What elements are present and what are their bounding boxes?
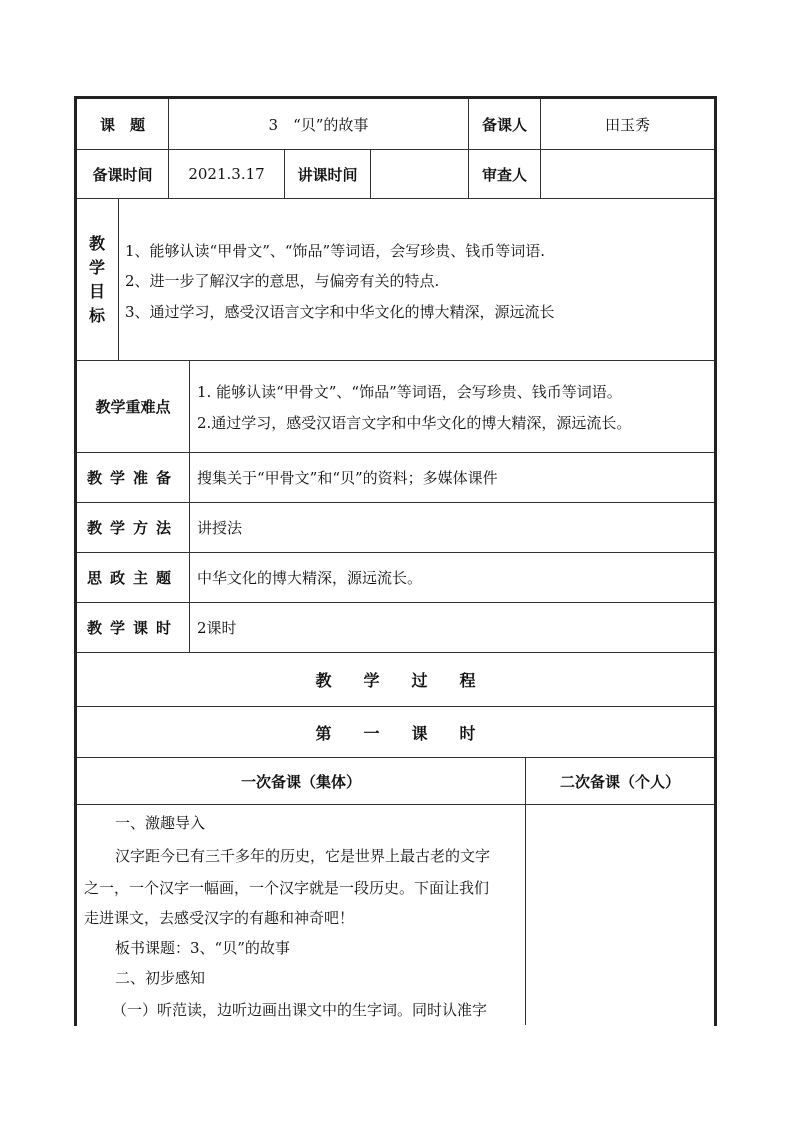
lecture-time-label: 讲课时间 — [297, 165, 358, 184]
goals-label — [82, 232, 112, 328]
goals-label-char: 学 — [88, 258, 105, 277]
row-divider — [77, 804, 714, 805]
method-label: 教学方法 — [86, 519, 179, 537]
body-line: 之一，一个汉字一幅画，一个汉字就是一段历史。下面让我们 — [84, 879, 490, 897]
goals-label-char: 标 — [88, 306, 105, 325]
goal-item: 1、能够认读“甲骨文”、“饰品”等词语，会写珍贵、钱币等词语. — [125, 242, 545, 260]
row-divider — [77, 198, 714, 199]
reviewer-label: 审查人 — [481, 165, 527, 184]
key-point-item: 1. 能够认读“甲骨文”、“饰品”等词语，会写珍贵、钱币等词语。 — [197, 383, 622, 401]
body-line: 走进课文，去感受汉字的有趣和神奇吧！ — [84, 909, 355, 927]
topic-label: 课 题 — [99, 115, 145, 134]
first-prep-column-header: 一次备课（集体） — [240, 772, 361, 791]
body-line: 汉字距今已有三千多年的历史，它是世界上最古老的文字 — [115, 847, 491, 865]
ideology-value: 中华文化的博大精深，源远流长。 — [197, 569, 423, 587]
preparation-value: 搜集关于“甲骨文”和“贝”的资料；多媒体课件 — [197, 469, 498, 487]
reviewer-value — [541, 150, 714, 198]
column-divider — [189, 360, 190, 652]
body-line: 一、激趣导入 — [115, 814, 206, 832]
second-prep-column-header: 二次备课（个人） — [559, 772, 680, 791]
prep-time-value: 2021.3.17 — [188, 165, 265, 183]
ideology-label: 思政主题 — [86, 569, 179, 587]
key-point-item: 2.通过学习，感受汉语言文字和中华文化的博大精深，源远流长。 — [197, 414, 632, 432]
goal-item: 3、通过学习，感受汉语言文字和中华文化的博大精深，源远流长 — [125, 303, 555, 321]
preparer-value: 田玉秀 — [604, 115, 650, 134]
lesson-title: 第 一 课 时 — [315, 723, 476, 743]
preparation-label: 教学准备 — [86, 469, 179, 487]
body-line: （一）听范读，边听边画出课文中的生字词。同时认准字 — [112, 1001, 488, 1019]
column-divider — [118, 198, 119, 360]
goals-label-char: 教 — [88, 234, 105, 253]
body-line: 板书课题：3、“贝”的故事 — [115, 939, 290, 957]
lecture-time-value — [371, 150, 468, 198]
hours-value: 2课时 — [197, 619, 237, 637]
method-value: 讲授法 — [197, 519, 243, 537]
goal-item: 2、进一步了解汉字的意思，与偏旁有关的特点. — [125, 272, 440, 290]
topic-value: 3 “贝”的故事 — [268, 115, 369, 134]
hours-label: 教学课时 — [86, 619, 179, 637]
process-title: 教 学 过 程 — [315, 671, 476, 690]
table-right-border — [714, 96, 717, 1026]
goals-label-char: 目 — [88, 282, 105, 301]
body-line: 二、初步感知 — [115, 969, 206, 987]
prep-time-label: 备课时间 — [92, 165, 153, 184]
key-points-label: 教学重难点 — [95, 398, 171, 416]
preparer-label: 备课人 — [481, 115, 527, 134]
